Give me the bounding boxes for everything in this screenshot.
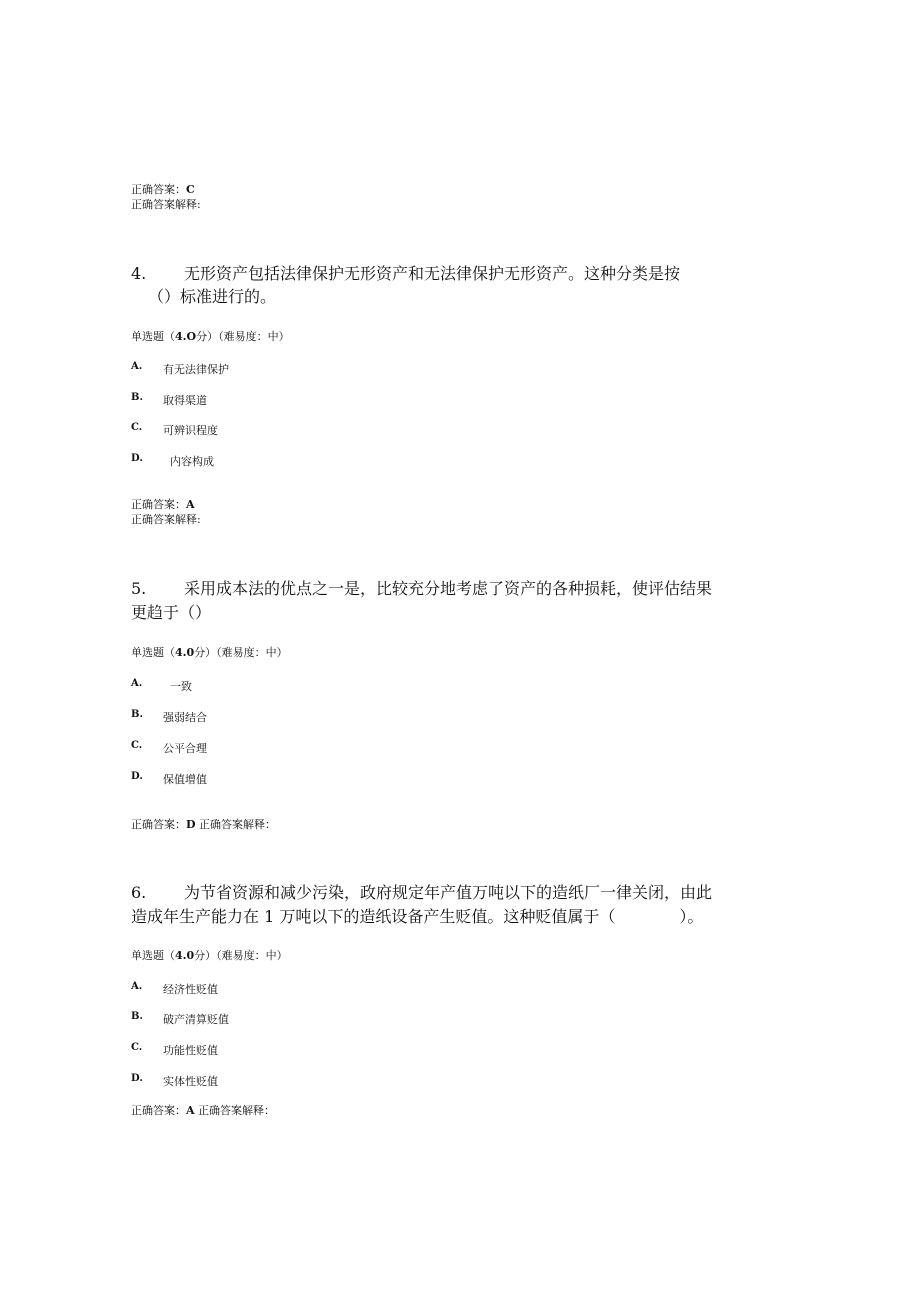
answer-value: D	[186, 818, 196, 831]
question-text-line2: 更趋于（）	[131, 603, 212, 622]
option-a[interactable]: A. 经济性贬值	[131, 981, 218, 996]
answer-explanation: 正确答案解释:	[131, 198, 201, 211]
option-a[interactable]: A. 有无法律保护	[131, 361, 229, 376]
question-number: 5.	[131, 579, 147, 598]
option-b[interactable]: B. 强弱结合	[131, 709, 207, 724]
option-b[interactable]: B. 取得渠道	[131, 392, 207, 407]
option-c[interactable]: C. 可辨识程度	[131, 422, 218, 437]
answer-line: 正确答案：D 正确答案解释：	[131, 818, 277, 831]
answer-explanation: 正确答案解释：	[199, 818, 277, 831]
question-text-line2: 造成年生产能力在 1 万吨以下的造纸设备产生贬值。这种贬值属于（ ）。	[131, 907, 704, 926]
question-meta: 单选题（4.0分）（难易度：中）	[131, 949, 288, 962]
answer-line: 正确答案：A	[131, 498, 195, 511]
answer-value: A	[186, 1104, 195, 1117]
answer-value: C	[186, 183, 195, 196]
answer-explanation: 正确答案解释:	[131, 513, 201, 526]
option-c[interactable]: C. 公平合理	[131, 740, 207, 755]
answer-line: 正确答案：C	[131, 183, 195, 196]
answer-value: A	[186, 498, 195, 511]
option-b[interactable]: B. 破产清算贬值	[131, 1011, 229, 1026]
question-text-line1: 采用成本法的优点之一是，比较充分地考虑了资产的各种损耗，使评估结果	[184, 579, 713, 598]
option-c[interactable]: C. 功能性贬值	[131, 1042, 218, 1057]
option-d[interactable]: D. 保值增值	[131, 771, 207, 786]
question-text-line1: 无形资产包括法律保护无形资产和无法律保护无形资产。这种分类是按	[184, 264, 681, 283]
question-text-line2: （）标准进行的。	[148, 287, 277, 306]
option-d[interactable]: D. 实体性贬值	[131, 1073, 218, 1088]
question-meta: 单选题（4.O分）（难易度：中）	[131, 330, 290, 343]
question-number: 4.	[131, 264, 147, 283]
answer-explanation: 正确答案解释：	[198, 1104, 276, 1117]
question-text-line1: 为节省资源和减少污染，政府规定年产值万吨以下的造纸厂一律关闭，由此	[184, 883, 713, 902]
question-meta: 单选题（4.0分）（难易度：中）	[131, 646, 288, 659]
option-d[interactable]: D. 内容构成	[131, 453, 214, 468]
answer-line: 正确答案：A 正确答案解释：	[131, 1104, 276, 1117]
question-number: 6.	[131, 883, 147, 902]
option-a[interactable]: A. 一致	[131, 678, 192, 693]
